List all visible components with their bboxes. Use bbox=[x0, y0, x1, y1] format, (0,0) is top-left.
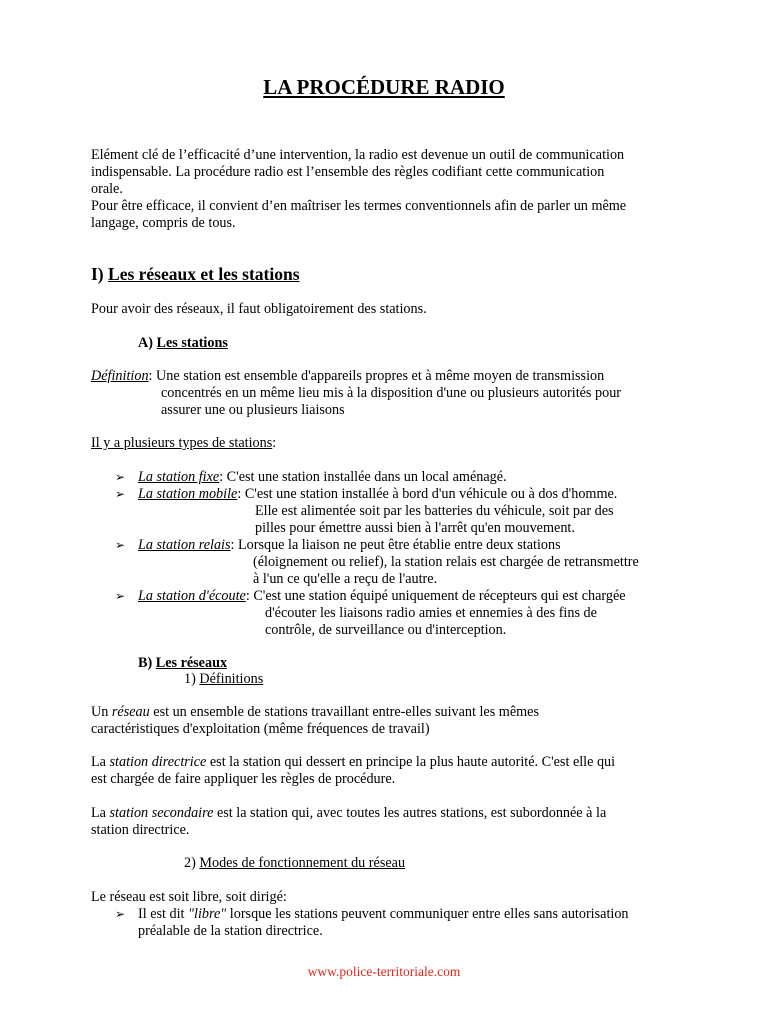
station-fixe-item bbox=[138, 469, 507, 486]
subsection-a-heading bbox=[138, 335, 228, 352]
station-types-colon: : bbox=[272, 435, 277, 451]
arrow-bullet-icon: ➢ bbox=[115, 589, 126, 603]
modes-intro: Le réseau est soit libre, soit dirigé: bbox=[91, 889, 287, 905]
station-ecoute-label: La station d'écoute bbox=[138, 588, 246, 604]
intro-line-4: Pour être efficace, il convient d’en maîtriser les termes conventionnels afin de parler un même bbox=[91, 198, 627, 214]
page-title-text: LA PROCÉDURE RADIO bbox=[263, 75, 505, 99]
station-types-intro bbox=[91, 435, 276, 452]
directrice-text: est la station qui dessert en principe la plus haute autorité. C'est elle qui bbox=[206, 754, 616, 770]
definitions-title: Définitions bbox=[199, 671, 264, 687]
secondaire-text: est la station qui, avec toutes les autres stations, est subordonnée à la bbox=[213, 805, 607, 821]
reseau-term: réseau bbox=[111, 704, 150, 720]
page-title bbox=[0, 74, 768, 100]
station-ecoute-line-3: contrôle, de surveillance ou d'interception. bbox=[265, 622, 507, 638]
station-ecoute-text: : C'est une station équipé uniquement de récepteurs qui est chargée bbox=[245, 588, 626, 604]
subsection-b-number: B) bbox=[138, 655, 156, 671]
secondaire-prefix: La bbox=[91, 805, 110, 821]
station-mobile-label: La station mobile bbox=[138, 486, 238, 502]
definition-label: Définition bbox=[91, 368, 149, 384]
modes-number: 2) bbox=[184, 855, 200, 871]
subsection-b-title: Les réseaux bbox=[155, 655, 228, 671]
section-1-title: Les réseaux et les stations bbox=[108, 264, 300, 284]
secondaire-definition-line-1 bbox=[91, 805, 606, 822]
station-fixe-label: La station fixe bbox=[138, 469, 220, 485]
station-ecoute-line-2: d'écouter les liaisons radio amies et ennemies à des fins de bbox=[265, 605, 597, 621]
secondaire-definition-line-2: station directrice. bbox=[91, 822, 190, 838]
reseau-text: est un ensemble de stations travaillant entre-elles suivant les mêmes bbox=[149, 704, 539, 720]
definition-line-1 bbox=[91, 368, 604, 385]
subsection-a-title: Les stations bbox=[156, 335, 228, 351]
modes-heading bbox=[184, 855, 405, 872]
station-relais-line-3: à l'un ce qu'elle a reçu de l'autre. bbox=[253, 571, 438, 587]
subsection-a-number: A) bbox=[138, 335, 157, 351]
directrice-definition-line-1 bbox=[91, 754, 615, 771]
definitions-number: 1) bbox=[184, 671, 200, 687]
directrice-prefix: La bbox=[91, 754, 110, 770]
libre-item-line-2: préalable de la station directrice. bbox=[138, 923, 323, 939]
modes-title: Modes de fonctionnement du réseau bbox=[199, 855, 406, 871]
directrice-definition-line-2: est chargée de faire appliquer les règles de procédure. bbox=[91, 771, 396, 787]
section-1-number: I) bbox=[91, 264, 109, 284]
definition-line-2: concentrés en un même lieu mis à la disposition d'une ou plusieurs autorités pour bbox=[161, 385, 622, 401]
definitions-heading bbox=[184, 671, 263, 688]
arrow-bullet-icon: ➢ bbox=[115, 907, 126, 921]
libre-item bbox=[138, 906, 629, 923]
arrow-bullet-icon: ➢ bbox=[115, 538, 126, 552]
reseau-definition-line-2: caractéristiques d'exploitation (même fréquences de travail) bbox=[91, 721, 430, 737]
station-mobile-text: : C'est une station installée à bord d'un véhicule ou à dos d'homme. bbox=[237, 486, 618, 502]
station-relais-text: : Lorsque la liaison ne peut être établie entre deux stations bbox=[230, 537, 561, 553]
intro-line-5: langage, compris de tous. bbox=[91, 215, 236, 231]
intro-line-1: Elément clé de l’efficacité d’une intervention, la radio est devenue un outil de communication bbox=[91, 147, 625, 163]
subsection-b-heading bbox=[138, 655, 227, 672]
station-relais-item bbox=[138, 537, 561, 554]
station-mobile-line-2: Elle est alimentée soit par les batteries du véhicule, soit par des bbox=[255, 503, 614, 519]
station-fixe-text: : C'est une station installée dans un local aménagé. bbox=[219, 469, 507, 485]
definition-line-3: assurer une ou plusieurs liaisons bbox=[161, 402, 345, 418]
footer-url[interactable]: www.police-territoriale.com bbox=[307, 964, 461, 979]
station-relais-line-2: (éloignement ou relief), la station relais est chargée de retransmettre bbox=[253, 554, 639, 570]
secondaire-term: station secondaire bbox=[109, 805, 214, 821]
definition-text: : Une station est ensemble d'appareils propres et à même moyen de transmission bbox=[148, 368, 605, 384]
reseau-definition-line-1 bbox=[91, 704, 539, 721]
directrice-term: station directrice bbox=[109, 754, 207, 770]
arrow-bullet-icon: ➢ bbox=[115, 470, 126, 484]
station-types-intro-text: Il y a plusieurs types de stations bbox=[91, 435, 273, 451]
station-mobile-item bbox=[138, 486, 617, 503]
station-ecoute-item bbox=[138, 588, 626, 605]
libre-text: lorsque les stations peuvent communiquer entre elles sans autorisation bbox=[226, 906, 629, 922]
station-relais-label: La station relais bbox=[138, 537, 231, 553]
libre-term: "libre" bbox=[188, 906, 227, 922]
section-1-intro: Pour avoir des réseaux, il faut obligatoirement des stations. bbox=[91, 301, 427, 317]
station-mobile-line-3: pilles pour émettre aussi bien à l'arrêt qu'en mouvement. bbox=[255, 520, 575, 536]
section-1-heading bbox=[91, 263, 300, 285]
arrow-bullet-icon: ➢ bbox=[115, 487, 126, 501]
intro-line-2: indispensable. La procédure radio est l’ensemble des règles codifiant cette communication bbox=[91, 164, 605, 180]
reseau-prefix: Un bbox=[91, 704, 112, 720]
intro-line-3: orale. bbox=[91, 181, 123, 197]
libre-prefix: Il est dit bbox=[138, 906, 189, 922]
